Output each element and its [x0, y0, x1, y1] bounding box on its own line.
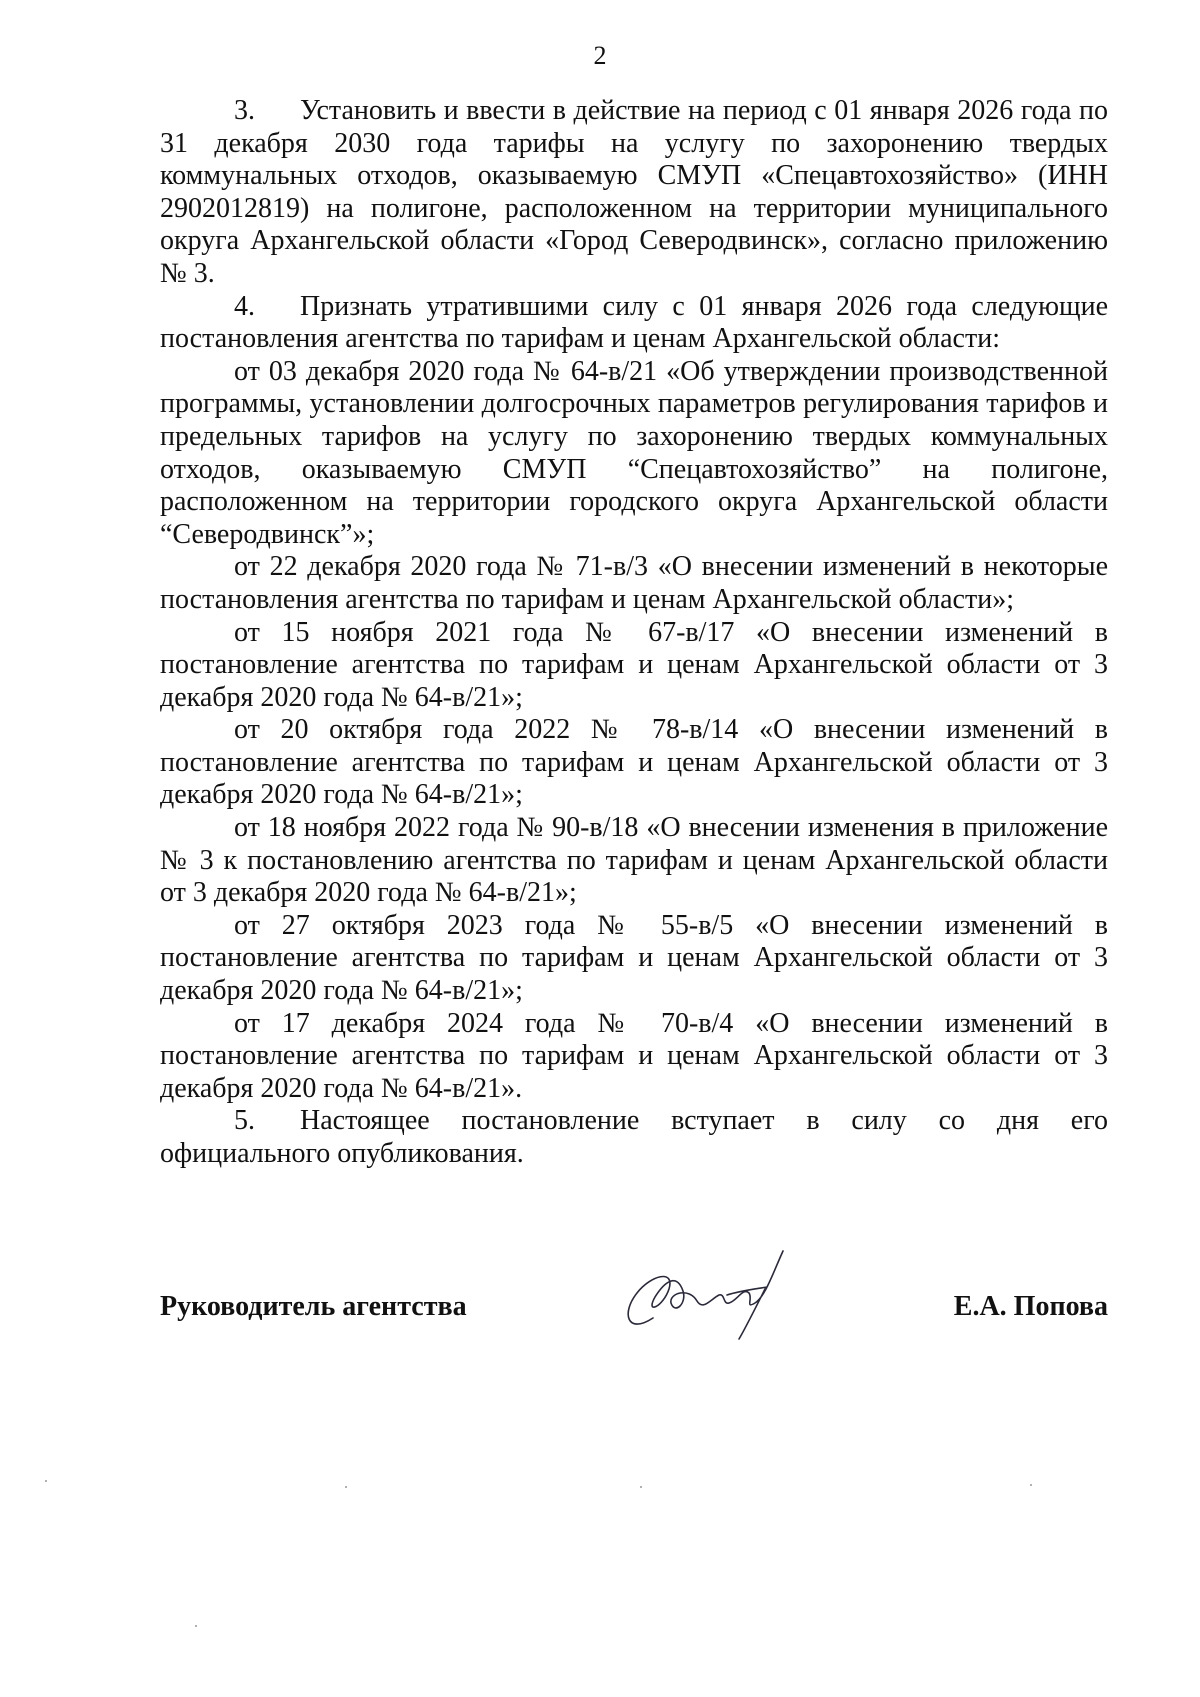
- scan-speck: [345, 1486, 347, 1488]
- repealed-act: от 17 декабря 2024 года № 70-в/4 «О внесении изменений в постановление агентства по тарифам и ценам Архангельской области от 3 декабря 2020 года № 64-в/21».: [160, 1007, 1108, 1104]
- item-number: 3.: [234, 95, 255, 126]
- item-text: Установить и ввести в действие на период с 01 января 2026 года по 31 декабря 2030 года тарифы на услугу по захоронению твердых коммунальных отходов, оказываемую СМУП «Спецавтохозяйство» (ИНН 2902012819) на полигоне, расположенном на территории муниципального округа Архангельской области «Город Северодвинск», согласно приложению № 3.: [160, 95, 1108, 289]
- item-number: 4.: [234, 290, 255, 322]
- signatory-name: Е.А. Попова: [953, 1291, 1108, 1322]
- item-4: [160, 291, 1108, 356]
- repealed-act: от 03 декабря 2020 года № 64-в/21 «Об утверждении производственной программы, установлении долгосрочных параметров регулирования тарифов и предельных тарифов на услугу по захоронению твердых коммунальных отходов, оказываемую СМУП “Спецавтохозяйство” на полигоне, расположенном на территории городского округа Архангельской области “Северодвинск”»;: [160, 355, 1108, 550]
- item-number: 5.: [234, 1105, 255, 1137]
- repealed-act: от 18 ноября 2022 года № 90-в/18 «О внесении изменения в приложение № 3 к постановлению агентства по тарифам и ценам Архангельской области от 3 декабря 2020 года № 64-в/21»;: [160, 812, 1108, 909]
- scan-speck: [195, 1625, 197, 1627]
- scan-speck: [1030, 1484, 1032, 1486]
- repealed-act: от 22 декабря 2020 года № 71-в/3 «О внесении изменений в некоторые постановления агентства по тарифам и ценам Архангельской области»;: [160, 551, 1108, 615]
- scan-speck: [45, 1480, 47, 1482]
- item-text: Настоящее постановление вступает в силу со дня его официального опубликования.: [160, 1105, 1108, 1169]
- scan-speck: [640, 1486, 642, 1488]
- page-number: 2: [593, 41, 607, 70]
- document-body: [160, 95, 1108, 1171]
- item-3: [160, 95, 1108, 291]
- item-text: Признать утратившими силу с 01 января 2026 года следующие постановления агентства по тарифам и ценам Архангельской области:: [160, 290, 1108, 355]
- item-5: [160, 1105, 1108, 1170]
- signature-block: [160, 1265, 1108, 1345]
- handwritten-signature: [615, 1243, 800, 1343]
- repealed-act: от 15 ноября 2021 года № 67-в/17 «О внесении изменений в постановление агентства по тарифам и ценам Архангельской области от 3 декабря 2020 года № 64-в/21»;: [160, 616, 1108, 713]
- signatory-position: Руководитель агентства: [160, 1291, 467, 1322]
- repealed-act: от 27 октября 2023 года № 55-в/5 «О внесении изменений в постановление агентства по тарифам и ценам Архангельской области от 3 декабря 2020 года № 64-в/21»;: [160, 909, 1108, 1007]
- repealed-act: от 20 октября года 2022 № 78-в/14 «О внесении изменений в постановление агентства по тарифам и ценам Архангельской области от 3 декабря 2020 года № 64-в/21»;: [160, 714, 1108, 811]
